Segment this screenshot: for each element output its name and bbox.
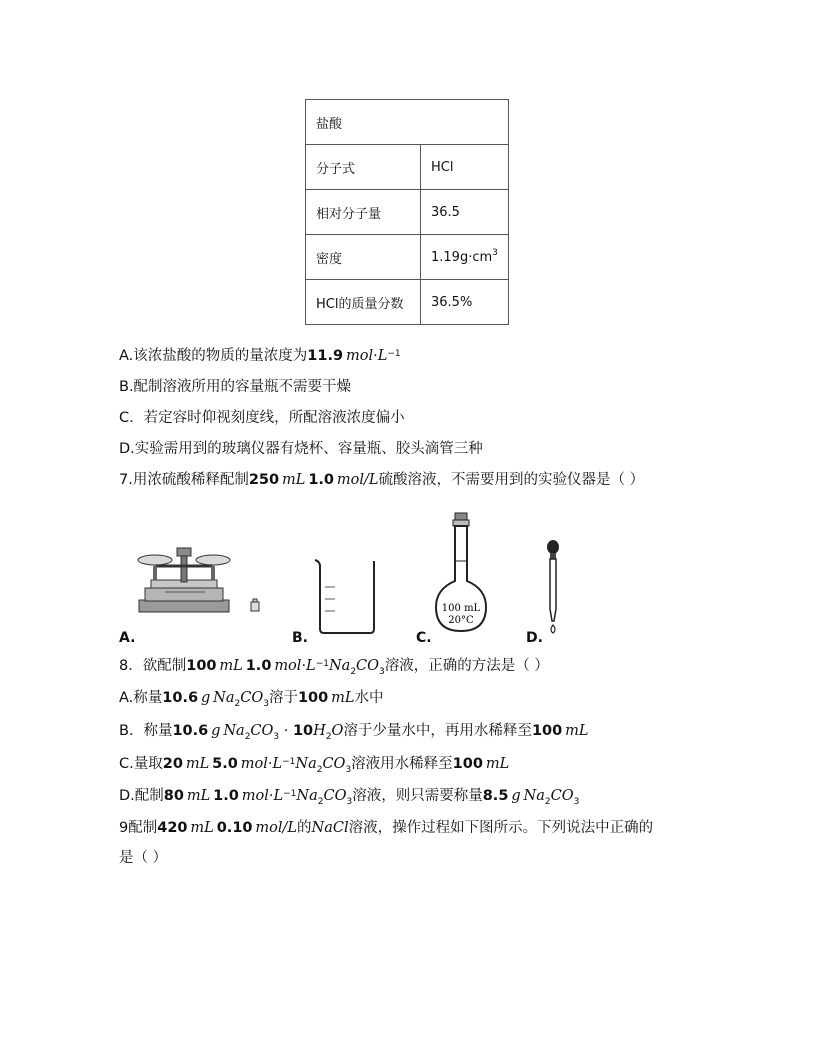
table-row [306, 280, 509, 325]
formula: Na [328, 658, 351, 674]
q6-option-a [119, 347, 401, 365]
formula-subscript: 3 [345, 764, 352, 775]
formula: CO [250, 723, 274, 739]
formula: CO [323, 788, 347, 804]
stem-text: 硫酸溶液，不需要用到的实验仪器是（ ） [378, 472, 645, 488]
formula: CO [240, 690, 264, 706]
formula-subscript: 2 [325, 731, 332, 742]
option-text: B．称量 [119, 723, 173, 739]
math-dot: · [373, 348, 378, 364]
formula: Na [523, 788, 545, 804]
math-number: 10.6 [162, 690, 199, 706]
math-dot: · [268, 788, 274, 804]
math-unit: mol [274, 658, 302, 674]
formula: CO [356, 658, 380, 674]
q7-option-c-label: C. [416, 630, 432, 646]
math-unit: mol [345, 348, 374, 364]
stem-text: 7.用浓硫酸稀释配制 [119, 472, 249, 488]
math-number: 100 [186, 658, 217, 674]
math-number: 10 [292, 723, 314, 739]
option-text: C.量取 [119, 756, 163, 772]
weight-icon [250, 598, 260, 612]
math-number: 100 [452, 756, 483, 772]
table-row [306, 145, 509, 190]
math-unit: g [200, 690, 211, 706]
formula: Na [223, 723, 245, 739]
q7-option-b-label: B. [292, 630, 308, 646]
math-unit: mol/L [255, 820, 298, 836]
formula-subscript: 2 [317, 796, 324, 807]
formula: NaCl [311, 820, 349, 836]
math-dot: · [279, 723, 293, 739]
table-cell: 36.5 [421, 190, 509, 235]
formula: CO [550, 788, 574, 804]
math-number: 100 [531, 723, 563, 739]
option-text: 水中 [354, 690, 384, 706]
formula: Na [296, 788, 318, 804]
q9-stem-line2: 是（ ） [119, 850, 168, 866]
math-number: 250 [248, 472, 280, 488]
option-text: 溶液，则只需要称量 [352, 788, 483, 804]
math-dot: · [267, 756, 273, 772]
q8-option-c [119, 755, 509, 779]
dropper-icon [543, 539, 563, 635]
formula-subscript: 2 [544, 796, 551, 807]
q7-option-d-label: D. [526, 630, 543, 646]
option-text: A.该浓盐酸的物质的量浓度为 [119, 348, 308, 364]
formula-subscript: 2 [234, 698, 241, 709]
stem-text: 溶液，操作过程如下图所示。下列说法中正确的 [348, 820, 654, 836]
formula-subscript: 3 [573, 796, 580, 807]
flask-label: 20°C [448, 615, 474, 626]
volumetric-flask-icon [432, 511, 490, 633]
option-text: D.配制 [119, 788, 164, 804]
math-exponent: −1 [282, 757, 296, 767]
q6-option-c: C．若定容时仰视刻度线，所配溶液浓度偏小 [119, 410, 405, 426]
formula-subscript: 2 [350, 666, 357, 677]
math-unit: mL [185, 756, 210, 772]
math-number: 5.0 [212, 756, 238, 772]
density-exponent: 3 [492, 247, 498, 258]
formula-subscript: 3 [263, 698, 269, 709]
formula-subscript: 2 [316, 764, 323, 775]
formula: Na [295, 756, 317, 772]
math-exponent: −1 [387, 349, 401, 359]
table-cell: 分子式 [306, 145, 421, 190]
math-unit: L [273, 788, 284, 804]
option-text: 溶于少量水中，再用水稀释至 [343, 723, 532, 739]
balance-scale-icon [135, 540, 245, 616]
math-unit: L [306, 658, 316, 674]
hydrochloric-acid-info-table [305, 99, 509, 325]
math-unit: mL [331, 690, 355, 706]
option-text: 溶于 [268, 690, 298, 706]
table-cell: 相对分子量 [306, 190, 421, 235]
table-cell: HCl的质量分数 [306, 280, 421, 325]
math-number: 420 [157, 820, 188, 836]
q8-stem [119, 657, 549, 681]
stem-text: 8．欲配制 [119, 658, 187, 674]
math-number: 20 [162, 756, 183, 772]
math-number: 100 [297, 690, 329, 706]
table-row [306, 100, 509, 145]
math-unit: mol [241, 788, 269, 804]
formula: H [313, 723, 326, 739]
math-number: 0.10 [216, 820, 253, 836]
math-number: 1.0 [213, 788, 239, 804]
table-cell [421, 235, 509, 280]
q8-option-a [119, 689, 384, 713]
formula-subscript: 3 [346, 796, 353, 807]
stem-text: 的 [297, 820, 312, 836]
math-number: 80 [163, 788, 184, 804]
formula: CO [322, 756, 346, 772]
table-row [306, 190, 509, 235]
q7-option-a-label: A. [119, 630, 136, 646]
table-cell: 36.5% [421, 280, 509, 325]
math-unit: mol [240, 756, 268, 772]
formula: O [331, 723, 344, 739]
option-text: A.称量 [119, 690, 163, 706]
math-unit: mL [219, 658, 243, 674]
math-unit: g [211, 723, 221, 739]
math-unit: mol/L [336, 472, 379, 488]
math-number: 1.0 [245, 658, 272, 674]
table-cell: 密度 [306, 235, 421, 280]
q8-option-b [119, 722, 589, 746]
math-dot: · [301, 658, 307, 674]
math-number: 10.6 [172, 723, 209, 739]
math-exponent: −1 [315, 659, 329, 669]
math-number: 1.0 [308, 472, 335, 488]
formula: Na [213, 690, 235, 706]
table-cell: HCl [421, 145, 509, 190]
beaker-icon [313, 557, 379, 637]
formula-subscript: 2 [244, 731, 251, 742]
q6-option-b: B.配制溶液所用的容量瓶不需要干燥 [119, 379, 352, 395]
stem-text: 9配制 [119, 820, 158, 836]
math-unit: L [377, 348, 388, 364]
formula-subscript: 3 [273, 731, 280, 742]
math-unit: g [511, 788, 521, 804]
option-text: 溶液用水稀释至 [351, 756, 453, 772]
density-value: 1.19g·cm [431, 249, 493, 265]
math-number: 11.9 [307, 348, 344, 364]
math-unit: mL [565, 723, 589, 739]
formula-subscript: 3 [379, 666, 385, 677]
math-unit: mL [190, 820, 214, 836]
table-row [306, 235, 509, 280]
math-unit: L [272, 756, 283, 772]
math-unit: mL [485, 756, 510, 772]
q6-option-d: D.实验需用到的玻璃仪器有烧杯、容量瓶、胶头滴管三种 [119, 441, 483, 457]
flask-label: 100 mL [441, 603, 481, 614]
math-unit: mL [282, 472, 306, 488]
q9-stem [119, 819, 653, 837]
math-exponent: −1 [283, 789, 297, 799]
q8-option-d [119, 787, 579, 811]
math-number: 8.5 [482, 788, 509, 804]
stem-text: 溶液，正确的方法是（ ） [384, 658, 549, 674]
q7-stem [119, 471, 644, 489]
table-header-cell: 盐酸 [306, 100, 509, 145]
math-unit: mL [186, 788, 211, 804]
